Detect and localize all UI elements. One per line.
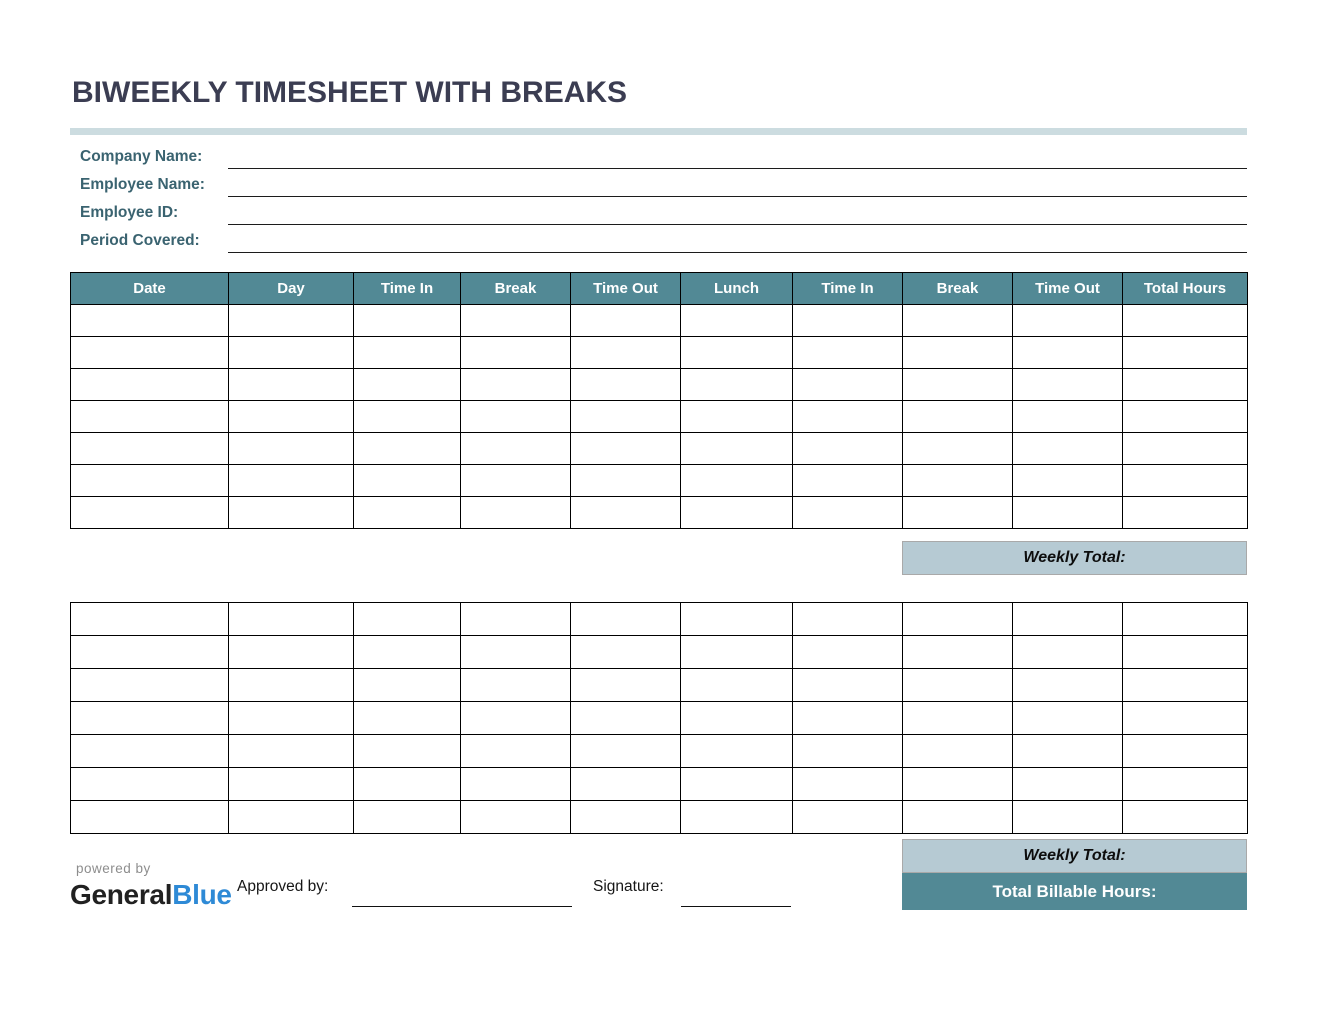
timesheet-cell[interactable] [354,497,461,529]
timesheet-cell[interactable] [461,801,571,834]
timesheet-cell[interactable] [1013,369,1123,401]
timesheet-cell[interactable] [1013,636,1123,669]
timesheet-cell[interactable] [71,337,229,369]
timesheet-cell[interactable] [681,801,793,834]
timesheet-cell[interactable] [461,337,571,369]
timesheet-cell[interactable] [461,603,571,636]
timesheet-cell[interactable] [229,702,354,735]
timesheet-cell[interactable] [71,735,229,768]
timesheet-cell[interactable] [1123,369,1248,401]
timesheet-cell[interactable] [1013,337,1123,369]
total-billable-hours[interactable] [902,873,1247,910]
timesheet-cell[interactable] [681,401,793,433]
timesheet-cell[interactable] [461,735,571,768]
timesheet-row [71,401,1248,433]
timesheet-cell[interactable] [681,702,793,735]
timesheet-cell[interactable] [71,369,229,401]
column-header-time-in-2: Time In [354,273,461,305]
form-row-company [70,143,1247,169]
approved-by-signature-line[interactable] [352,906,572,907]
timesheet-cell[interactable] [793,465,903,497]
timesheet-cell[interactable] [354,369,461,401]
timesheet-cell[interactable] [354,305,461,337]
timesheet-cell[interactable] [793,369,903,401]
timesheet-cell[interactable] [793,768,903,801]
timesheet-cell[interactable] [1013,497,1123,529]
timesheet-cell[interactable] [71,465,229,497]
timesheet-cell[interactable] [354,702,461,735]
column-header-break-7: Break [903,273,1013,305]
timesheet-cell[interactable] [571,465,681,497]
timesheet-cell[interactable] [793,801,903,834]
column-header-day-1: Day [229,273,354,305]
brand-blue-text: Blue [172,879,232,910]
timesheet-cell[interactable] [461,497,571,529]
timesheet-cell[interactable] [461,768,571,801]
timesheet-cell[interactable] [571,337,681,369]
page-title: BIWEEKLY TIMESHEET WITH BREAKS [72,76,628,109]
timesheet-cell[interactable] [903,465,1013,497]
timesheet-cell[interactable] [903,768,1013,801]
timesheet-cell[interactable] [229,433,354,465]
timesheet-cell[interactable] [354,433,461,465]
timesheet-cell[interactable] [354,669,461,702]
timesheet-cell[interactable] [793,337,903,369]
timesheet-cell[interactable] [1123,735,1248,768]
timesheet-cell[interactable] [71,669,229,702]
timesheet-cell[interactable] [793,433,903,465]
timesheet-cell[interactable] [571,768,681,801]
form-row-period-covered [70,227,1247,253]
timesheet-cell[interactable] [1123,702,1248,735]
timesheet-cell[interactable] [1123,305,1248,337]
timesheet-cell[interactable] [1123,433,1248,465]
timesheet-cell[interactable] [461,305,571,337]
timesheet-cell[interactable] [1123,669,1248,702]
timesheet-cell[interactable] [903,369,1013,401]
approved-by-label: Approved by: [237,878,329,895]
timesheet-cell[interactable] [354,465,461,497]
generalblue-logo [70,879,232,911]
timesheet-cell[interactable] [571,401,681,433]
timesheet-cell[interactable] [71,401,229,433]
timesheet-cell[interactable] [1123,465,1248,497]
timesheet-cell[interactable] [229,369,354,401]
timesheet-cell[interactable] [571,669,681,702]
timesheet-cell[interactable] [793,669,903,702]
timesheet-cell[interactable] [793,702,903,735]
timesheet-cell[interactable] [903,497,1013,529]
company-name-label: Company Name: [80,148,203,165]
column-header-date-0: Date [71,273,229,305]
timesheet-cell[interactable] [1013,768,1123,801]
weekly-total-1-label: Weekly Total: [1023,549,1126,566]
timesheet-cell[interactable] [71,801,229,834]
timesheet-cell[interactable] [1013,801,1123,834]
timesheet-cell[interactable] [229,305,354,337]
timesheet-cell[interactable] [229,636,354,669]
timesheet-row [71,337,1248,369]
timesheet-cell[interactable] [461,433,571,465]
timesheet-cell[interactable] [1123,768,1248,801]
period-covered-label: Period Covered: [80,232,200,249]
timesheet-row [71,669,1248,702]
timesheet-cell[interactable] [903,801,1013,834]
timesheet-cell[interactable] [903,735,1013,768]
timesheet-cell[interactable] [571,497,681,529]
timesheet-cell[interactable] [71,497,229,529]
timesheet-cell[interactable] [681,768,793,801]
timesheet-cell[interactable] [1123,337,1248,369]
timesheet-cell[interactable] [71,636,229,669]
timesheet-cell[interactable] [229,603,354,636]
timesheet-row [71,465,1248,497]
timesheet-cell[interactable] [903,337,1013,369]
timesheet-row [71,603,1248,636]
timesheet-cell[interactable] [571,369,681,401]
timesheet-cell[interactable] [229,337,354,369]
timesheet-cell[interactable] [1013,465,1123,497]
timesheet-cell[interactable] [1123,401,1248,433]
timesheet-cell[interactable] [71,603,229,636]
signature-label: Signature: [593,878,664,895]
timesheet-row [71,369,1248,401]
timesheet-cell[interactable] [903,603,1013,636]
timesheet-cell[interactable] [461,636,571,669]
timesheet-row [71,702,1248,735]
form-row-employee-id [70,199,1247,225]
timesheet-row [71,497,1248,529]
column-header-time-in-6: Time In [793,273,903,305]
timesheet-cell[interactable] [229,465,354,497]
week2-table [70,602,1248,834]
timesheet-cell[interactable] [229,497,354,529]
timesheet-cell[interactable] [354,401,461,433]
timesheet-cell[interactable] [354,636,461,669]
timesheet-row [71,768,1248,801]
timesheet-cell[interactable] [903,433,1013,465]
form-row-employee-name [70,171,1247,197]
timesheet-cell[interactable] [793,497,903,529]
timesheet-cell[interactable] [571,433,681,465]
timesheet-cell[interactable] [793,401,903,433]
timesheet-cell[interactable] [461,401,571,433]
timesheet-row [71,305,1248,337]
timesheet-cell[interactable] [903,305,1013,337]
timesheet-row [71,801,1248,834]
column-header-break-3: Break [461,273,571,305]
weekly-total-2[interactable] [902,839,1247,873]
timesheet-cell[interactable] [71,305,229,337]
period-covered-input-line[interactable] [228,229,1247,253]
timesheet-cell[interactable] [1013,735,1123,768]
week1-table [70,272,1248,529]
timesheet-cell[interactable] [71,433,229,465]
employee-id-input-line[interactable] [228,201,1247,225]
timesheet-row [71,636,1248,669]
column-header-time-out-4: Time Out [571,273,681,305]
timesheet-cell[interactable] [354,603,461,636]
timesheet-cell[interactable] [1123,636,1248,669]
brand-general-text: General [70,879,173,910]
timesheet-cell[interactable] [71,768,229,801]
timesheet-cell[interactable] [354,801,461,834]
employee-name-input-line[interactable] [228,173,1247,197]
timesheet-row [71,433,1248,465]
timesheet-cell[interactable] [681,305,793,337]
timesheet-cell[interactable] [1123,603,1248,636]
timesheet-cell[interactable] [681,497,793,529]
timesheet-cell[interactable] [571,636,681,669]
timesheet-cell[interactable] [681,735,793,768]
timesheet-cell[interactable] [354,735,461,768]
timesheet-cell[interactable] [461,669,571,702]
timesheet-cell[interactable] [681,433,793,465]
timesheet-cell[interactable] [571,702,681,735]
timesheet-cell[interactable] [354,768,461,801]
timesheet-cell[interactable] [1013,401,1123,433]
timesheet-cell[interactable] [229,669,354,702]
employee-name-label: Employee Name: [80,176,205,193]
timesheet-cell[interactable] [793,636,903,669]
timesheet-cell[interactable] [1013,702,1123,735]
employee-id-label: Employee ID: [80,204,179,221]
timesheet-cell[interactable] [681,669,793,702]
timesheet-cell[interactable] [571,603,681,636]
timesheet-cell[interactable] [229,735,354,768]
timesheet-cell[interactable] [229,768,354,801]
timesheet-cell[interactable] [1013,669,1123,702]
timesheet-cell[interactable] [681,337,793,369]
timesheet-cell[interactable] [461,465,571,497]
total-billable-hours-label: Total Billable Hours: [992,881,1157,901]
timesheet-cell[interactable] [681,603,793,636]
signature-line[interactable] [681,906,791,907]
timesheet-cell[interactable] [571,735,681,768]
timesheet-cell[interactable] [354,337,461,369]
timesheet-cell[interactable] [793,603,903,636]
powered-by-text: powered by [76,861,151,876]
weekly-total-2-label: Weekly Total: [1023,847,1126,864]
timesheet-cell[interactable] [681,636,793,669]
column-header-lunch-5: Lunch [681,273,793,305]
timesheet-cell[interactable] [1013,305,1123,337]
timesheet-cell[interactable] [71,702,229,735]
timesheet-cell[interactable] [229,401,354,433]
timesheet-cell[interactable] [1123,497,1248,529]
timesheet-cell[interactable] [1123,801,1248,834]
company-name-input-line[interactable] [228,145,1247,169]
timesheet-cell[interactable] [793,305,903,337]
column-header-total-hours-9: Total Hours [1123,273,1248,305]
weekly-total-1[interactable] [902,541,1247,575]
timesheet-cell[interactable] [793,735,903,768]
timesheet-cell[interactable] [681,369,793,401]
timesheet-cell[interactable] [903,669,1013,702]
timesheet-cell[interactable] [229,801,354,834]
timesheet-cell[interactable] [571,305,681,337]
timesheet-cell[interactable] [681,465,793,497]
timesheet-cell[interactable] [571,801,681,834]
timesheet-cell[interactable] [1013,603,1123,636]
timesheet-cell[interactable] [461,369,571,401]
timesheet-cell[interactable] [903,636,1013,669]
timesheet-cell[interactable] [903,401,1013,433]
timesheet-cell[interactable] [461,702,571,735]
title-divider [70,128,1247,135]
timesheet-row [71,735,1248,768]
timesheet-cell[interactable] [903,702,1013,735]
timesheet-cell[interactable] [1013,433,1123,465]
column-header-time-out-8: Time Out [1013,273,1123,305]
